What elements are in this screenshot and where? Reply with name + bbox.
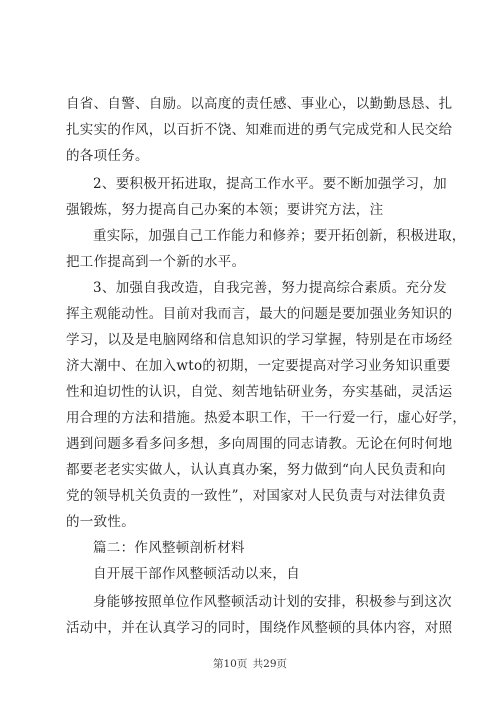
page-total: 共29页 <box>252 658 288 670</box>
page-number: 第10页 <box>212 658 248 670</box>
text-line: 遇到问题多看多问多想，多向周围的同志请教。无论在何时何地 <box>66 436 453 452</box>
text-line: 用合理的方法和措施。热爱本职工作，干一行爱一行，虚心好学， <box>66 410 467 426</box>
text-line: 学习，以及是电脑网络和信息知识的学习掌握，特别是在市场经 <box>66 332 453 348</box>
section-heading: 篇二：作风整顿剖析材料 <box>93 540 245 556</box>
text-line: 身能够按照单位作风整顿活动计划的安排，积极参与到这次 <box>93 594 452 610</box>
text-line: 自开展干部作风整顿活动以来，自 <box>93 566 300 582</box>
text-line: 强锻炼，努力提高自己办案的本领；要讲究方法，注 <box>66 202 384 218</box>
text-line: 济大潮中、在加入wto的初期，一定要提高对学习业务知识重要 <box>66 358 451 374</box>
text-line: 重实际，加强自己工作能力和修养；要开拓创新，积极进取， <box>93 228 466 244</box>
page-footer <box>0 656 500 671</box>
text-line: 扎实实的作风，以百折不饶、知难而进的勇气完成党和人民交给 <box>66 122 453 138</box>
text-line: 的各项任务。 <box>66 148 149 164</box>
text-line: 都要老老实实做人，认认真真办案，努力做到“向人民负责和向 <box>66 462 446 478</box>
text-line: 的一致性。 <box>66 514 135 530</box>
text-line: 性和迫切性的认识，自觉、刻苦地钻研业务，夯实基础，灵活运 <box>66 384 453 400</box>
text-line: 2、要积极开拓进取，提高工作水平。要不断加强学习，加 <box>93 176 447 192</box>
text-line: 挥主观能动性。目前对我而言，最大的问题是要加强业务知识的 <box>66 306 453 322</box>
text-line: 3、加强自我改造，自我完善，努力提高综合素质。充分发 <box>93 280 447 296</box>
text-line: 活动中，并在认真学习的同时，围绕作风整顿的具体内容，对照 <box>66 620 453 636</box>
text-line: 把工作提高到一个新的水平。 <box>66 254 246 270</box>
text-line: 党的领导机关负责的一致性”，对国家对人民负责与对法律负责 <box>66 488 446 504</box>
text-line: 自省、自警、自励。以高度的责任感、事业心，以勤勤恳恳、扎 <box>66 96 453 112</box>
